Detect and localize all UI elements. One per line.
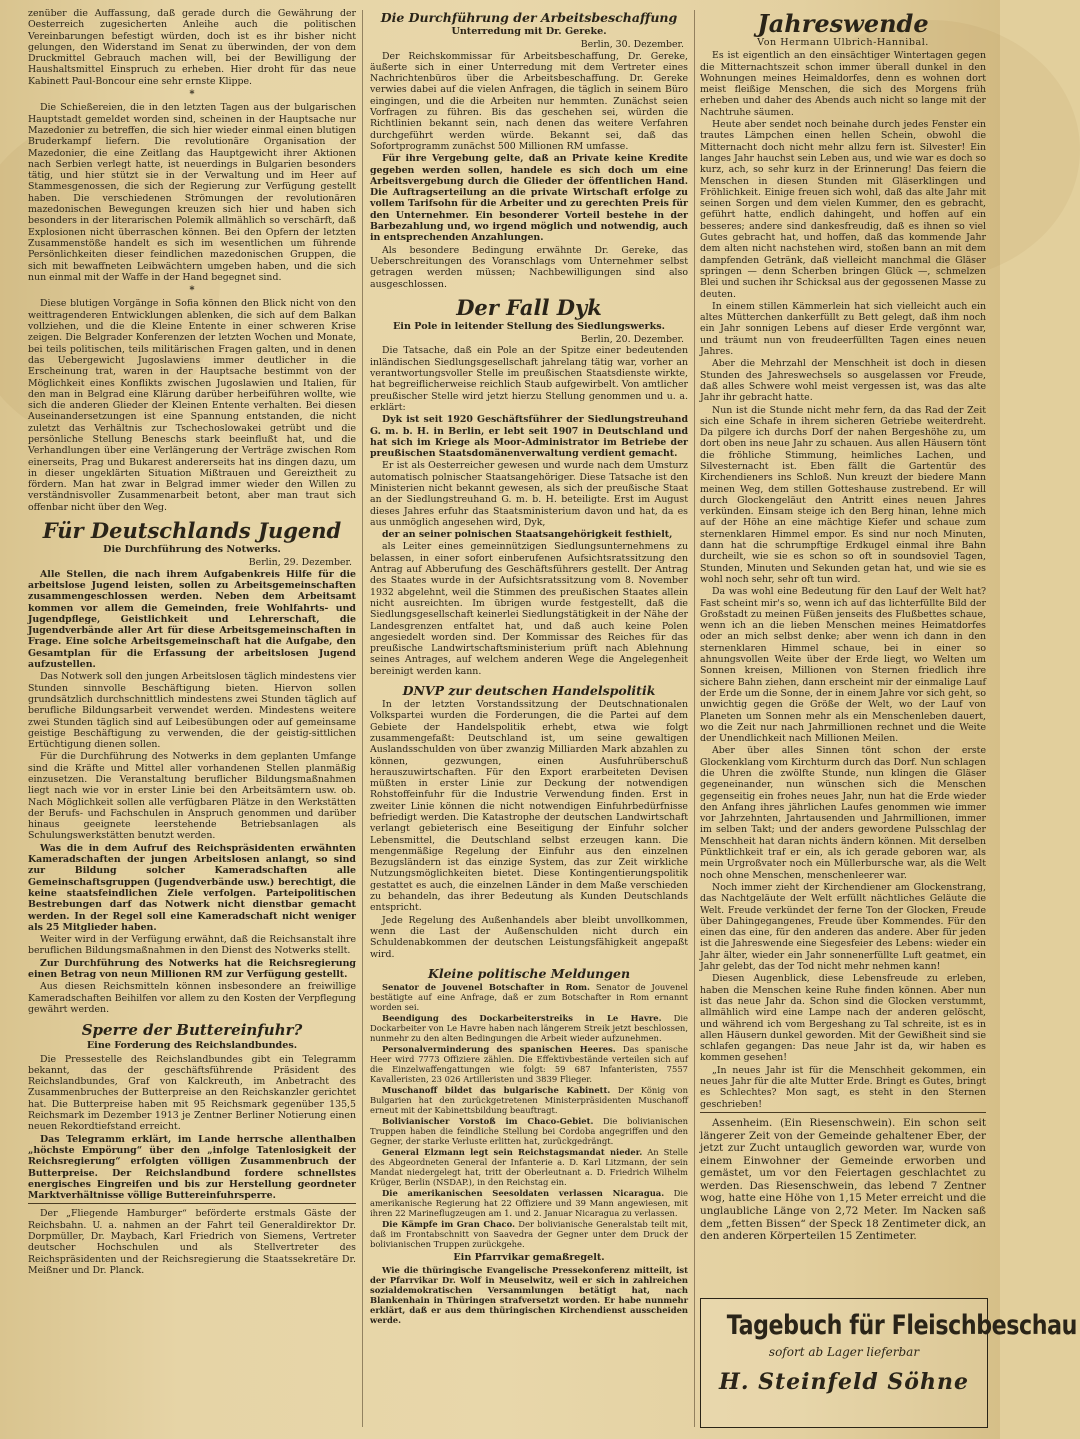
article-paragraph: Zur Durchführung des Notwerks hat die Reichsregierung einen Betrag von neun Millionen RM zur Verfügung gestellt.	[28, 957, 356, 981]
article-paragraph: Noch immer zieht der Kirchendiener am Glockenstrang, das Nachtgeläute der Welt erfüllt nächtliches Geläute die Welt. Freude verkündet der ferne Ton der Glocken, Freude über Dahingegangenes, Freude über Kommendes. Für den einen das eine, für den anderen das andere. Aber für jeden ist die Jahreswende eine Siegesfeier des Lebens: wieder ein Jahr älter, wieder ein Jahr sonnenerfüllte Luft geatmet, ein Jahr gelebt, das der Tod nicht mehr nehmen kann!	[700, 881, 986, 973]
article-paragraph: zenüber die Auffassung, daß gerade durch die Gewährung der Oesterreich zugesicherten Anleihe auch die politischen Vereinbarungen befestigt würden, doch ist es ihr bisher nicht gelungen, den Widerstand im Senat zu überwinden, der von dem Druckmittel Gebrauch machen will, bei der Bewilligung der Haushaltsmittel Einspruch zu erheben. Hier droht für das neue Kabinett Paul-Boncour eine sehr ernste Klippe.	[28, 8, 356, 87]
article-paragraph: In der letzten Vorstandssitzung der Deutschnationalen Volkspartei wurden die Forderungen, die die Partei auf dem Gebiete der Handelspolitik erhebt, etwa wie folgt zusammengefaßt: Deutschland ist, um seine gewaltigen Auslandsschulden von über zwanzig Milliarden Mark abzahlen zu können, gezwungen, einen Ausfuhrüberschuß herauszuwirtschaften. Für den Export erarbeiteten Devisen müßten in erster Linie zur Deckung der notwendigen Rohstoffeinfuhr für die Industrie Verwendung finden. Erst in zweiter Linie können die nicht notwendigen Einfuhrbedürfnisse befriedigt werden. Die Katastrophe der deutschen Landwirtschaft verlangt gebieterisch eine Beseitigung der Einfuhr solcher Lebensmittel, die Deutschland selbst erzeugen kann. Die mengenmäßige Regelung der Einfuhr aus den einzelnen Bezugsländern ist das einzige System, das zur Zeit wirkliche Nutzungsmöglichkeiten bietet. Diese Kontingentierungspolitik gestattet es auch, die einzelnen Länder in dem Maße verschieden zu behandeln, das ihrer Bedeutung als Kunden Deutschlands entspricht.	[370, 699, 688, 914]
ad-title: Tagebuch für Fleischbeschau	[726, 1310, 1077, 1341]
divider	[28, 1203, 356, 1204]
article-paragraph: Assenheim. (Ein Riesenschwein). Ein schon seit längerer Zeit von der Gemeinde gehaltener Eber, der jetzt zur Zucht untauglich geworden war, wurde von einem Einwohner der Gemeinde erworben und gemästet, um vor den Feiertagen geschlachtet zu werden. Das Riesenschwein, das lebend 7 Zentner wog, hatte eine Höhe von 1,15 Meter erreicht und die unglaubliche Länge von 2,72 Meter. Im Nacken saß dem „fetten Bissen“ der Speck 18 Zentimeter dick, an den anderen Körperteilen 15 Zentimeter.	[700, 1116, 986, 1243]
news-brief-head: General Elzmann legt sein Reichstagsmandat nieder.	[382, 1146, 643, 1157]
article-paragraph: Aber über alles Sinnen tönt schon der erste Glockenklang vom Kirchturm durch das Dorf. Nun schlagen die Uhren die zwölfte Stunde, nun klingen die Gläser gegeneinander, nun wünschen sich die Menschen gegenseitig ein frohes neues Jahr, nun hat die Erde wieder den Anfang ihres jährlichen Laufes genommen wie immer vor Jahrzehnten, Jahrtausenden und Jahrmillionen, immer im selben Takt; und der anders gewordene Pulsschlag der Menschheit hat daran nichts ändern können. Mit derselben Pünktlichkeit traf er ein, als ich gerade geboren war, als mein Urgroßvater noch ein Müllerbursche war, als die Welt noch ohne Menschen, menschenleerer war.	[700, 745, 986, 881]
subheadline: Eine Forderung des Reichslandbundes.	[86, 1040, 298, 1052]
news-brief-head: Personalverminderung des spanischen Heeres.	[382, 1043, 616, 1054]
dateline: Berlin, 29. Dezember.	[248, 557, 352, 569]
column-middle	[370, 8, 688, 1431]
headline-dnvp: DNVP zur deutschen Handelspolitik	[402, 683, 656, 699]
column-rule	[362, 10, 363, 1427]
headline-jahreswende: Jahreswende	[757, 9, 929, 38]
article-paragraph: Für ihre Vergebung gelte, daß an Private keine Kredite gegeben werden sollen, handele es sich doch um eine Arbeitsvergebung durch die Glieder der öffentlichen Hand. Die Auftragserteilung an die private Wirtschaft erfolge zu vollem Tarifsohn für die Arbeiter und zu gerechten Preis für den Unternehmer. Ein besonderer Vorteil bestehe in der Barbezahlung und, wo irgend möglich und notwendig, auch in entsprechenden Anzahlungen.	[370, 153, 688, 244]
news-brief-head: Beendigung des Dockarbeiterstreiks in Le Havre.	[382, 1012, 662, 1023]
news-brief-text: Der König von Bulgarien hat den zurückgetretenen Ministerpräsidenten Muschanoff erneut mit der Kabinettsbildung beauftragt.	[370, 1084, 688, 1115]
article-paragraph: „In neues Jahr ist für die Menschheit gekommen, ein neues Jahr für die alte Mutter Erde. Bringt es Gutes, bringt es Schlechtes? Mon sagt, es steht in den Sternen geschrieben!	[700, 1064, 986, 1110]
article-paragraph: Er ist als Oesterreicher gewesen und wurde nach dem Umsturz automatisch polnischer Staatsangehöriger. Diese Tatsache ist den Ministerien nicht bekannt gewesen, als sich der preußische Staat an der Siedlungstreuhand G. m. b. H. beteiligte. Erst im August dieses Jahres erfuhr das Staatsministerium davon und hat, da es aus unmöglich angesehen wird, Dyk,	[370, 460, 688, 528]
article-paragraph: Alle Stellen, die nach ihrem Aufgabenkreis Hilfe für die arbeitslose Jugend leisten, sollen zu Arbeitsgemeinschaften zusammengeschlossen werden. Neben dem Arbeitsamt kommen vor allem die Gemeinden, freie Wohlfahrts- und Jugendpflege, Geistlichkeit und Lehrerschaft, die Jugendverbände aller Art für diese Arbeitsgemeinschaften in Frage. Eine solche Arbeitsgemeinschaft hat die Aufgabe, den Gesamtplan für die Erfassung der arbeitslosen Jugend aufzustellen.	[28, 568, 356, 671]
news-brief	[370, 1044, 688, 1084]
news-brief	[370, 1147, 688, 1187]
divider	[700, 1112, 986, 1113]
article-paragraph: Nun ist die Stunde nicht mehr fern, da das Rad der Zeit sich eine Schafe in ihrem sicheren Getriebe weiterdreht. Da pilgere ich durchs Dorf der nahen Bergeshöhe zu, um dort oben ins neue Jahr zu schauen. Aus allen Häusern tönt die fröhliche Stimmung, heimliches Lachen, und Silvesternacht ist. Eben fällt die Gartentür des Kirchendieners ins Schloß. Nun kreuzt der biedere Mann meinen Weg, dem stillen Gotteshause zustrebend. Er will durch Glockengeläut den Antritt eines neuen Jahres verkünden. Einsam steige ich den Berg hinan, lehne mich auf der Höhe an eine mächtige Kiefer und schaue zum sternenklaren Himmel empor. Es sind nur noch Minuten, dann hat die schrumpftige Erdkugel einmal ihre Bahn durcheilt, wie sie es schon so oft in soundsoviel Tagen, Stunden, Minuten und Sekunden getan hat, und wie sie es wohl noch sehr, sehr oft tun wird.	[700, 404, 986, 585]
column-right	[700, 8, 986, 1289]
news-brief-head: Bolivianischer Vorstoß im Chaco-Gebiet.	[382, 1115, 594, 1126]
advertisement	[700, 1298, 1077, 1428]
headline-kleine-meldungen: Kleine politische Meldungen	[427, 965, 631, 981]
article-paragraph: Das Telegramm erklärt, im Lande herrsche allenthalben „höchste Empörung“ über den „infolge Tatenlosigkeit der Reichsregierung“ erfolgten völligen Zusammenbruch der Butterpreise. Der Reichslandbund fordere schnellstes energisches Eingreifen und bis zur Herstellung geordneter Marktverhältnisse völlige Buttereinfuhrsperre.	[28, 1133, 356, 1202]
article-paragraph: In einem stillen Kämmerlein hat sich vielleicht auch ein altes Mütterchen dankerfüllt zu Bett gelegt, daß ihm noch ein Jahr sonnigen Lebens auf dieser Erde vergönnt war, und träumt nun von freudeerfüllten Tagen eines neuen Jahres.	[700, 300, 986, 358]
news-brief-text: Der bolivianische Generalstab teilt mit, daß im Frontabschnitt von Saavedra der Gegner unter dem Druck der bolivianischen Truppen zurückgehe.	[370, 1218, 688, 1249]
news-brief	[370, 1085, 688, 1115]
news-brief-head: Die Kämpfe im Gran Chaco.	[382, 1218, 515, 1229]
article-paragraph: Der Reichskommissar für Arbeitsbeschaffung, Dr. Gereke, äußerte sich in einer Unterredung mit dem Vertreter eines Nachrichtenbüros über die Arbeitsbeschaffung. Dr. Gereke verwies dabei auf die vielen Anfragen, die täglich in seinem Büro eingingen, und die die Arbeiten nur hemmten. Zunächst seien Vorfragen zu führen. Bis das geschehen sei, würden die Richtlinien bekannt sein, nach denen das weitere Verfahren durchgeführt werden würde. Bekannt sei, daß das Sofortprogramm zunächst 500 Millionen RM umfasse.	[370, 50, 688, 152]
subheadline: Unterredung mit Dr. Gereke.	[451, 26, 607, 37]
news-brief-head: Die amerikanischen Seesoldaten verlassen Nicaragua.	[382, 1187, 665, 1198]
news-brief-text: Die amerikanische Regierung hat 22 Offiziere und 39 Mann angewiesen, mit ihren 22 Marineflugzeugen am 1. und 2. Januar Nicaragua zu verlassen.	[370, 1187, 688, 1218]
dateline: Berlin, 20. Dezember.	[580, 334, 684, 346]
article-paragraph: Heute aber sendet noch beinahe durch jedes Fenster ein trautes Lämpchen einen hellen Schein, obwohl die Mitternacht doch nicht mehr allzu fern ist. Silvester! Ein langes Jahr hauchst sein Leben aus, und wie war es doch so kurz, ach, so sehr kurz in der Erinnerung! Das feiern die Menschen in diesen Stunden mit Gläserklingen und Fröhlichkeit. Einige freuen sich wohl, daß das alte Jahr mit seinen Sorgen und dem vielen Kummer, den es gebracht, geführt hatte, endlich dahingeht, und hoffen auf ein besseres; andere sind dankesfreudig, daß es ihnen so viel Gutes gebracht hat, und hoffen, daß das kommende Jahr dem alten nicht nachstehen wird, stoßen bann an mit dem dampfenden Getränk, daß vielleicht manchmal die Gläser springen — denn Scherben bringen Glück —, schmelzen Blei und suchen ihr Schicksal aus der gegossenen Masse zu deuten.	[700, 119, 986, 300]
subheadline: Ein Pole in leitender Stellung des Siedlungswerks.	[393, 320, 665, 332]
news-brief-text: Die bolivianischen Truppen haben die feindliche Stellung bei Cordoba angegriffen und den Gegner, der starke Verluste erlitten hat, zurückgedrängt.	[370, 1115, 688, 1146]
article-paragraph: Weiter wird in der Verfügung erwähnt, daß die Reichsanstalt ihre beruflichen Bildungsmaßnahmen in den Dienst des Notwerks stellt.	[28, 934, 356, 957]
column-rule	[694, 10, 695, 1427]
dateline: Berlin, 30. Dezember.	[580, 39, 684, 51]
news-briefs	[370, 982, 688, 1249]
news-brief	[370, 1219, 688, 1249]
headline-jugend: Für Deutschlands Jugend	[42, 518, 342, 544]
news-brief-text: An Stelle des Abgeordneten General der Infanterie a. D. Karl Litzmann, der sein Mandat niedergelegt hat, tritt der Oberleutnant a. D. Friedrich Wilhelm Krüger, Berlin (NSDAP.), in den Reichstag ein.	[370, 1146, 688, 1187]
article-paragraph: Das Notwerk soll den jungen Arbeitslosen täglich mindestens vier Stunden sinnvolle Beschäftigung bieten. Hiervon sollen grundsätzlich durchschnittlich mindestens zwei Stunden täglich auf berufliche Bildungsarbeit verwendet werden. Mindestens weitere zwei Stunden täglich sind auf Leibesübungen oder auf gemeinsame geistige Beschäftigung zu verwenden, die der geistig-sittlichen Ertüchtigung dienen sollen.	[28, 671, 356, 751]
headline-fall-dyk: Der Fall Dyk	[456, 294, 602, 320]
ad-firm-name: H. Steinfeld Söhne	[719, 1369, 969, 1395]
headline-arbeitsbeschaffung: Die Durchführung der Arbeitsbeschaffung	[380, 10, 678, 25]
article-paragraph: Was die in dem Aufruf des Reichspräsidenten erwähnten Kameradschaften der jungen Arbeitslosen anlangt, so sind zur Bildung solcher Kameradschaften alle Gemeinschaftsgruppen (Jugendverbände usw.) berechtigt, die keine staatsfeindlichen Ziele verfolgen. Parteipolitischen Bestrebungen darf das Notwerk nicht dienstbar gemacht werden. In der Regel soll eine Kameradschaft nicht weniger als 25 Mitglieder haben.	[28, 842, 356, 933]
article-paragraph: Da was wohl eine Bedeutung für den Lauf der Welt hat? Fast scheint mir's so, wenn ich auf das lichterfüllte Bild der Großstadt zu meinen Füßen jenseits des Flußbettes schaue, wenn ich an die lieben Menschen meines Heimatdorfes oder an mich selbst denke; aber wenn ich dann in den sternenklaren Himmel schaue, bei in einer so ahnungsvollen Weite über der Erde liegt, wo Welten um Sonnen kreisen, Millionen von Sternen friedlich ihre sichere Bahn ziehen, dann erscheint mir der einmalige Lauf der Erde um die Sonne, der in einem Jahre vor sich geht, so unwichtig gegen die Größe der Welt, wo der Lauf von Planeten um Sonnen mehr als ein Menschenleben dauert, wo die Zeit nur nach Jahrmillionen rechnet und die Weite der Unendlichkeit nach Millionen Meilen.	[700, 586, 986, 745]
news-brief-head: Senator de Jouvenel Botschafter in Rom.	[382, 981, 590, 992]
byline: Von Hermann Ulbrich-Hannibal.	[757, 37, 929, 48]
article-paragraph: Aber die Mehrzahl der Menschheit ist doch in diesen Stunden des Jahreswechsels so ausgelassen vor Freude, daß alles Schwere wohl meist vergessen ist, was das alte Jahr ihr gebracht hatte.	[700, 358, 986, 404]
news-brief-text: Die Dockarbeiter von Le Havre haben nach längerem Streik jetzt beschlossen, nunmehr zu den alten Bedingungen die Arbeit wieder aufzunehmen.	[370, 1012, 688, 1043]
article-paragraph: Es ist eigentlich an den einsächtiger Wintertagen gegen die Mitternachtszeit schon immer überall dunkel in den Wohnungen meines Heimaldorfes, denn es wohnen dort meist fleißige Menschen, die sich des Morgens früh erheben und daher des Abends auch nicht so lange mit der Nachtruhe säumen.	[700, 50, 986, 118]
article-paragraph: Aus diesen Reichsmitteln können insbesondere an freiwillige Kameradschaften Beihilfen vor allem zu den Kosten der Verpflegung gewährt werden.	[28, 981, 356, 1015]
article-paragraph: Die Tatsache, daß ein Pole an der Spitze einer bedeutenden inländischen Siedlungsgesellschaft jahrelang tätig war, vorher an verantwortungsvoller Stelle im preußischen Staatsdienste wirkte, hat begreiflicherweise reichlich Staub aufgewirbelt. Von amtlicher preußischer Stelle wird jetzt hierzu Stellung genommen und u. a. erklärt:	[370, 345, 688, 413]
news-brief	[370, 982, 688, 1012]
article-paragraph: Dyk ist seit 1920 Geschäftsführer der Siedlungstreuhand G. m. b. H. in Berlin, er lebt seit 1907 in Deutschland und hat sich im Kriege als Moor-Administrator im Betriebe der preußischen Staatsdomänenverwaltung verdient gemacht.	[370, 414, 688, 460]
article-paragraph: Als besondere Bedingung erwähnte Dr. Gereke, das Ueberschreitungen des Voranschlags vom Unternehmer selbst getragen werden müssen; Nachbewilligungen sind also ausgeschlossen.	[370, 244, 688, 290]
article-paragraph: Die Schießereien, die in den letzten Tagen aus der bulgarischen Hauptstadt gemeldet worden sind, scheinen in der Hauptsache nur Mazedonier zu betreffen, die sich hier wieder einmal einen blutigen Bruderkampf liefern. Die revolutionäre Organisation der Mazedonier, die eine Zeitlang das Hauptgewicht ihrer Aktionen nach Serbien verlegt hatte, ist neuerdings in Bulgarien besonders tätig, und hier stützt sie in der Verwaltung und im Heer auf Stammesgenossen, die sich der Regierung zur Verfügung gestellt haben. Die verschiedenen Strömungen der revolutionären mazedonischen Bewegungen kreuzen sich hier und haben sich besonders in der literarischen Polemik allmählich so verschärft, daß Explosionen nicht überraschen können. Bei den Opfern der letzten Zusammenstöße handelt es sich im wesentlichen um führende Persönlichkeiten dieser feindlichen mazedonischen Gruppen, die sich mit bewaffneten Leibwächtern umgeben haben, und die sich nun einmal mit der Waffe in der Hand begegnet sind.	[28, 102, 356, 283]
news-brief-text: Das spanische Heer wird 7773 Offiziere zählen. Die Effektivbestände verteilen sich auf die Einzelwaffengattungen wie folgt: 59 687 Infanteristen, 7557 Kavalleristen, 23 026 Artilleristen und 3839 Flieger.	[370, 1043, 688, 1084]
article-paragraph: Der „Fliegende Hamburger“ beförderte erstmals Gäste der Reichsbahn. U. a. nahmen an der Fahrt teil Generaldirektor Dr. Dorpmüller, Dr. Maybach, Karl Friedrich von Siemens, Vertreter deutscher Hochschulen und als Stellvertreter des Reichspräsidenten und der Reichsregierung die Staatssekretäre Dr. Meißner und Dr. Planck.	[28, 1208, 356, 1276]
section-separator: *	[189, 285, 195, 297]
subheadline: Die Durchführung des Notwerks.	[103, 544, 281, 556]
section-separator: *	[189, 89, 195, 101]
article-paragraph: als Leiter eines gemeinnützigen Siedlungsunternehmens zu belassen, in einer sofort einberufenen Aufsichtsratssitzung den Antrag auf Abberufung des Geschäftsführers gestellt. Der Antrag des Staates wurde in der Aufsichtsratssitzung vom 8. November 1932 abgelehnt, weil die Stimmen des preußischen Staates allein nicht ausreichten. Im übrigen wurde festgestellt, daß die Siedlungsgesellschaft keinerlei Siedlungstätigkeit in der Nähe der Landesgrenzen entfaltet hat, und daß auch keine Polen angesiedelt worden sind. Der Kommissar des Reiches für das preußische Landwirtschaftsministerium prüft nach Ablehnung seines Antrages, auf welchem anderen Wege die Angelegenheit bereinigt werden kann.	[370, 541, 688, 677]
news-brief	[370, 1188, 688, 1218]
article-paragraph: Jede Regelung des Außenhandels aber bleibt unvollkommen, wenn die Last der Außenschulden nicht durch ein Schuldenabkommen der deutschen Leistungsfähigkeit angepaßt wird.	[370, 914, 688, 960]
column-left	[28, 8, 356, 1431]
article-paragraph: Diese blutigen Vorgänge in Sofia können den Blick nicht von den weittragenderen Entwicklungen ablenken, die sich auf dem Balkan vollziehen, und die die Kleine Entente in einer schweren Krise zeigen. Die Belgrader Konferenzen der letzten Wochen und Monate, bei teils politischen, teils militärischen Fragen galten, und in denen das Uebergewicht Jugoslawiens immer deutlicher in die Erscheinung trat, waren in der Hauptsache bestimmt von der Möglichkeit eines Konflikts zwischen Jugoslawien und Italien, für den man in Belgrad eine Klärung darüber herbeiführen wollte, wie sich die anderen Glieder der Kleinen Entente verhalten. Bei diesen Auseinandersetzungen ist eine Spannung entstanden, die nicht zuletzt das Verhältnis zur Tschechoslowakei getrübt und die persönliche Stellung Beneschs stark beeinflußt hat, und die Verhandlungen über eine Verlängerung der Verträge zwischen Rom einerseits, Prag und Bukarest andererseits hat ins dingen dazu, um in dieser ungeklärten Situation Mißtrauen und Gereiztheit zu fördern. Man hat zwar in Belgrad immer wieder den Willen zu verständnisvoller Zusammenarbeit betont, aber man traut sich offenbar nicht über den Weg.	[28, 298, 356, 513]
article-paragraph: Diesen Augenblick, diese Lebensfreude zu erleben, haben die Menschen keine Ruhe finden können. Aber nun ist das neue Jahr da. Schon sind die Glocken verstummt, allmählich wird eine Lampe nach der anderen gelöscht, und während ich vom Bergeshang zu Tal schreite, ist es in allen Häusern dunkel geworden. Mit der Gewißheit sind sie schlafen gegangen: Das neue Jahr ist da, wir haben es kommen gesehen!	[700, 973, 986, 1064]
news-brief	[370, 1013, 688, 1043]
news-brief-text: Senator de Jouvenel bestätigte auf eine Anfrage, daß er zum Botschafter in Rom ernannt worden sei.	[370, 981, 688, 1012]
news-brief	[370, 1116, 688, 1146]
ad-subtitle: sofort ab Lager lieferbar	[768, 1345, 920, 1359]
article-paragraph: der an seiner polnischen Staatsangehörigkeit festhielt,	[382, 529, 673, 541]
subheadline-pfarrvikar: Ein Pfarrvikar gemaßregelt.	[453, 1251, 605, 1263]
article-paragraph: Wie die thüringische Evangelische Pressekonferenz mitteilt, ist der Pfarrvikar Dr. Wolf in Meuselwitz, weil er sich in zahlreichen sozialdemokratischen Versammlungen betätigt hat, nach Blankenhain in Thüringen strafversetzt worden. Er habe nunmehr erklärt, daß er aus dem thüringischen Kirchendienst ausscheiden werde.	[370, 1265, 688, 1326]
headline-butter: Sperre der Buttereinfuhr?	[81, 1021, 303, 1040]
article-paragraph: Die Pressestelle des Reichslandbundes gibt ein Telegramm bekannt, das der geschäftsführende Präsident des Reichslandbundes, Graf von Kalckreuth, im Anbetracht des Zusammenbruches der Butterpreise an den Reichskanzler gerichtet hat. Die Butterpreise haben mit 95 Reichsmark gegenüber 135,5 Reichsmark im Dezember 1913 je Zentner Berliner Notierung einen neuen Rekordtiefstand erreicht.	[28, 1053, 356, 1133]
news-brief-head: Muschanoff bildet das bulgarische Kabinett.	[382, 1084, 611, 1095]
article-paragraph: Für die Durchführung des Notwerks in dem geplanten Umfange sind die Kräfte und Mittel aller vorhandenen Stellen planmäßig einzusetzen. Die Veranstaltung beruflicher Bildungsmaßnahmen liegt nach wie vor in erster Linie bei den Arbeitsämtern usw. ob. Nach Möglichkeit sollen alle verfügbaren Plätze in den Werkstätten der Berufs- und Fachschulen in Anspruch genommen und darüber hinaus geeignete leerstehende Betriebsanlagen als Schulungswerkstätten benutzt werden.	[28, 751, 356, 842]
